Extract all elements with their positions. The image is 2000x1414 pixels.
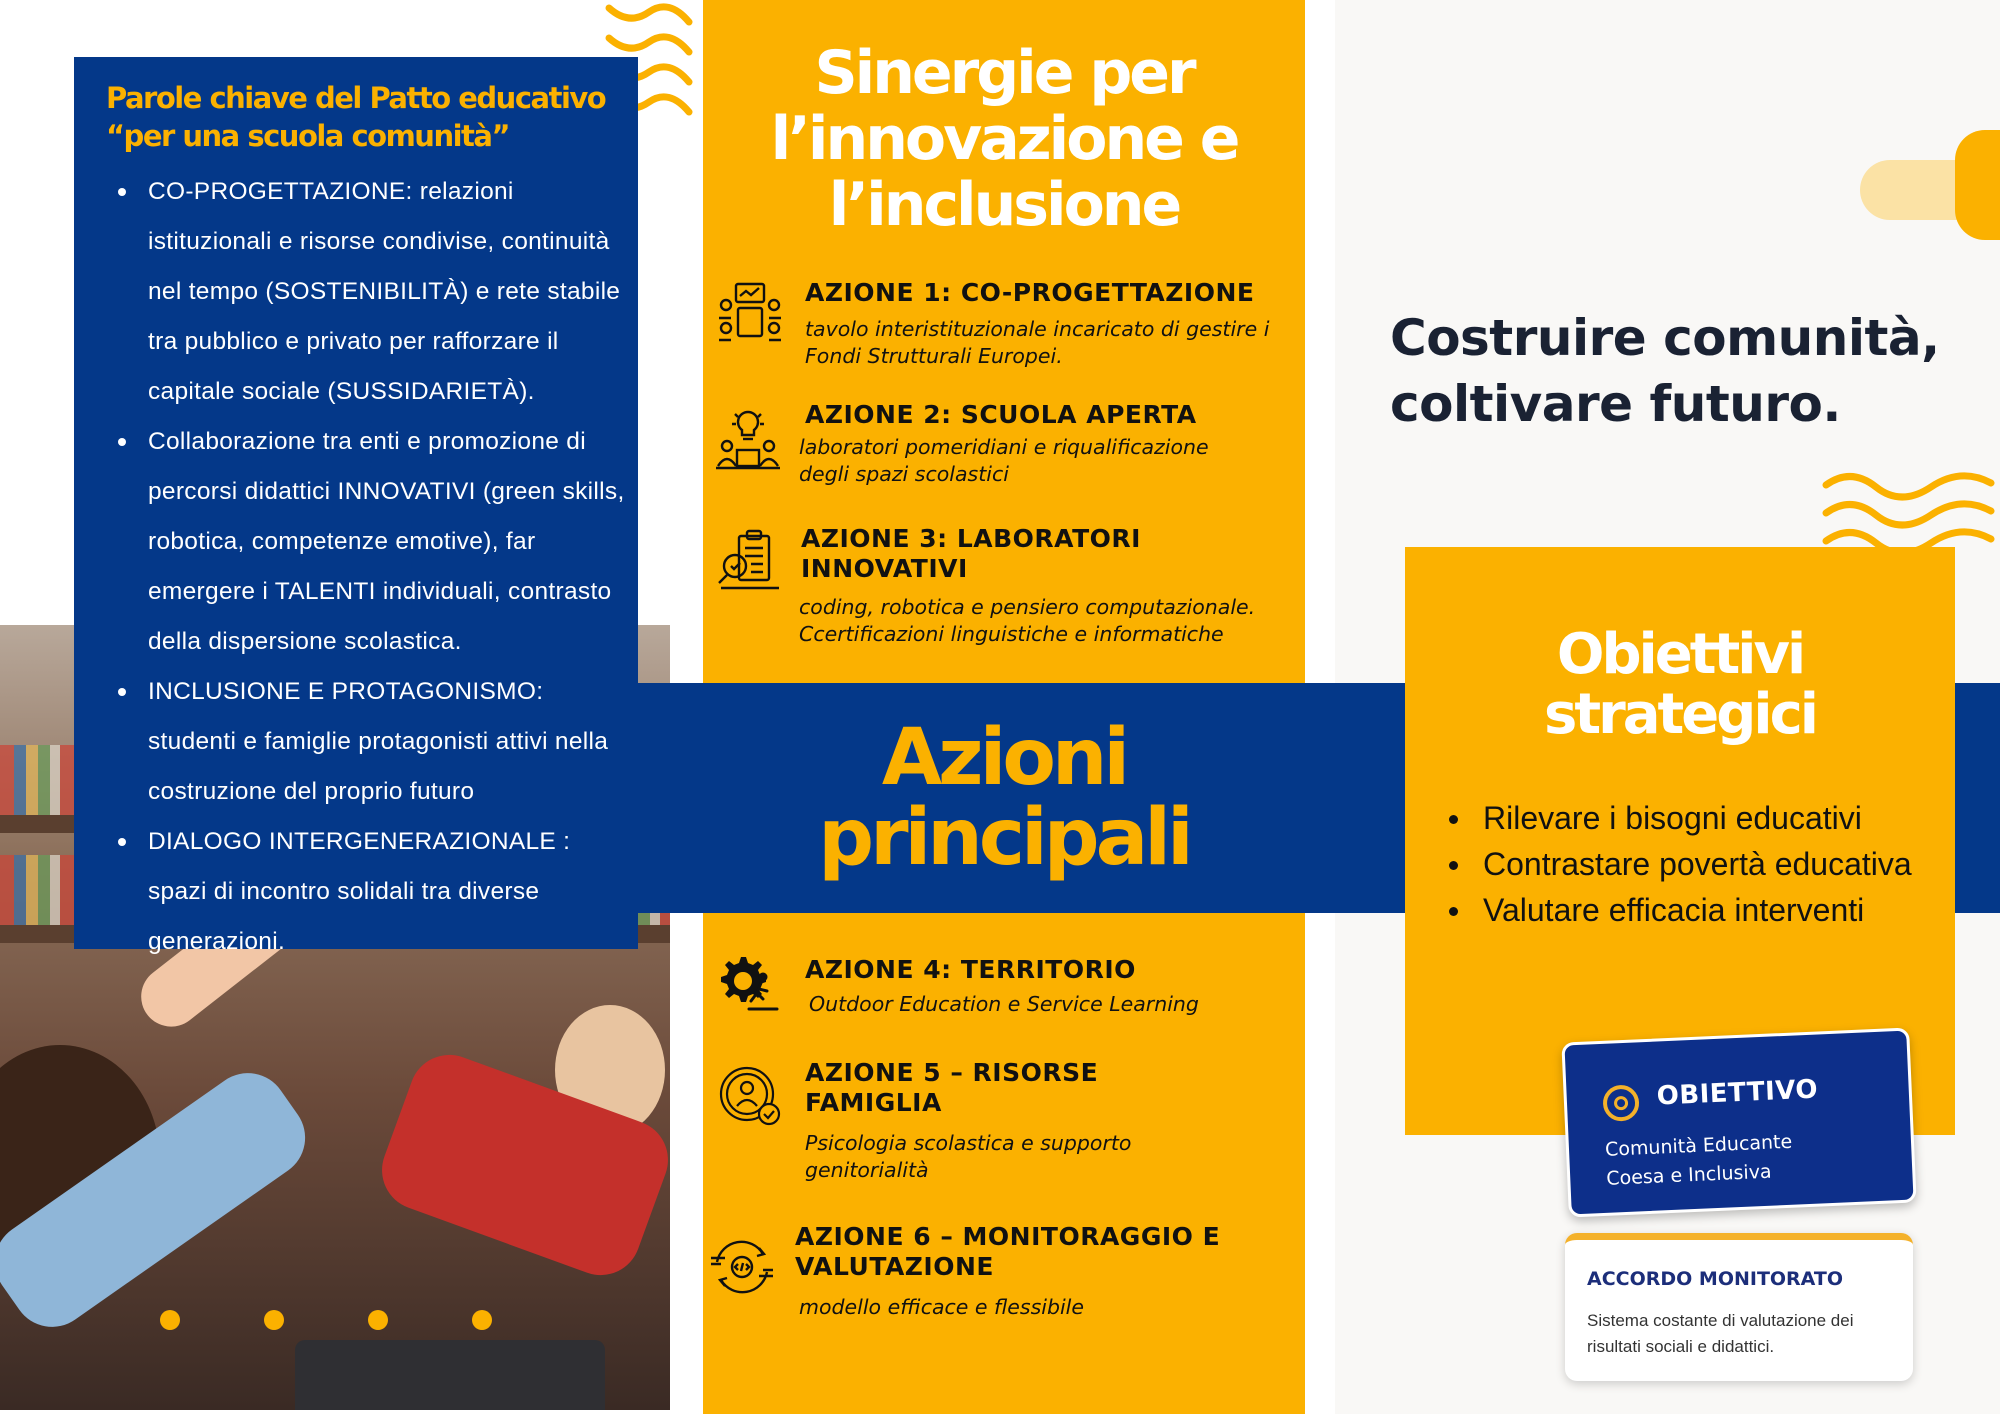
agreement-card-text: Sistema costante di valutazione dei risultati sociali e didattici. (1587, 1311, 1854, 1356)
keyword-item: Collaborazione tra enti e promozione di percorsi didattici INNOVATIVI (green skills, robotica, competenze emotive), far emergere i TALENTI individuali, contrasto della dispersione scolastica. (116, 417, 636, 667)
action-2-title: AZIONE 2: SCUOLA APERTA (805, 400, 1197, 429)
agreement-card-title: ACCORDO MONITORATO (1587, 1268, 1844, 1290)
action-6-description: modello efficace e flessibile (799, 1295, 1084, 1319)
action-1-description: tavolo interistituzionale incaricato di gestire i Fondi Strutturali Europei. (805, 317, 1270, 368)
code-cycle-icon (709, 1234, 775, 1300)
action-3-title: AZIONE 3: LABORATORI INNOVATIVI (801, 524, 1141, 583)
actions-column (703, 0, 1305, 1414)
gear-runner-icon (713, 949, 779, 1015)
slogan: Costruire comunità, coltivare futuro. (1390, 309, 1940, 433)
objectives-list (1445, 795, 1965, 933)
action-5-title: AZIONE 5 – RISORSE FAMIGLIA (805, 1058, 1099, 1117)
objectives-title: Obiettivi strategici (1544, 622, 1816, 747)
clipboard-magnifier-icon (717, 528, 783, 594)
action-6-title: AZIONE 6 – MONITORAGGIO E VALUTAZIONE (795, 1222, 1221, 1281)
keyword-item: CO-PROGETTAZIONE: relazioni istituzionali e risorse condivise, continuità nel tempo (SOSTENIBILITÀ) e rete stabile tra pubblico e privato per rafforzare il capitale sociale (SUSSIDARIETÀ). (116, 167, 636, 417)
dot (160, 1310, 180, 1330)
objective-card (1561, 1027, 1916, 1217)
action-1 (717, 278, 1297, 378)
objective-card-title: OBIETTIVO (1656, 1074, 1819, 1112)
action-4 (713, 955, 1293, 1035)
cloud-decoration-accent (1955, 130, 2000, 240)
objective-card-text: Comunità Educante Coesa e Inclusiva (1604, 1130, 1793, 1190)
action-2 (715, 400, 1295, 500)
dot (472, 1310, 492, 1330)
meeting-table-icon (717, 280, 783, 346)
family-check-icon (717, 1064, 783, 1130)
action-1-title: AZIONE 1: CO-PROGETTAZIONE (805, 278, 1255, 307)
dot (368, 1310, 388, 1330)
objective-item: Valutare efficacia interventi (1445, 887, 1965, 933)
action-5-description: Psicologia scolastica e supporto genitorialità (805, 1131, 1132, 1182)
action-2-description: laboratori pomeridiani e riqualificazione degli spazi scolastici (799, 435, 1209, 486)
target-icon (1602, 1084, 1640, 1122)
keywords-title: Parole chiave del Patto educativo “per una scuola comunità” (106, 81, 606, 153)
azioni-principali-title: Azioni principali (818, 713, 1190, 883)
dot (264, 1310, 284, 1330)
keyword-item: DIALOGO INTERGENERAZIONALE : spazi di incontro solidali tra diverse generazioni. (116, 817, 636, 967)
objective-item: Contrastare povertà educativa (1445, 841, 1965, 887)
pagination-dots (160, 1310, 500, 1330)
lightbulb-people-icon (715, 406, 781, 472)
action-4-description: Outdoor Education e Service Learning (809, 992, 1199, 1016)
agreement-card (1565, 1233, 1913, 1381)
keyword-item: INCLUSIONE E PROTAGONISMO: studenti e famiglie protagonisti attivi nella costruzione del proprio futuro (116, 667, 636, 817)
action-4-title: AZIONE 4: TERRITORIO (805, 955, 1136, 984)
keywords-list (116, 167, 636, 967)
action-3 (717, 524, 1297, 654)
keywords-panel (74, 57, 638, 955)
action-6 (709, 1222, 1299, 1322)
action-5 (717, 1058, 1297, 1188)
action-3-description: coding, robotica e pensiero computazionale. Ccertificazioni linguistiche e informatiche (799, 595, 1256, 646)
objective-item: Rilevare i bisogni educativi (1445, 795, 1965, 841)
sinergie-title: Sinergie per l’innovazione e l’inclusione (770, 38, 1238, 240)
